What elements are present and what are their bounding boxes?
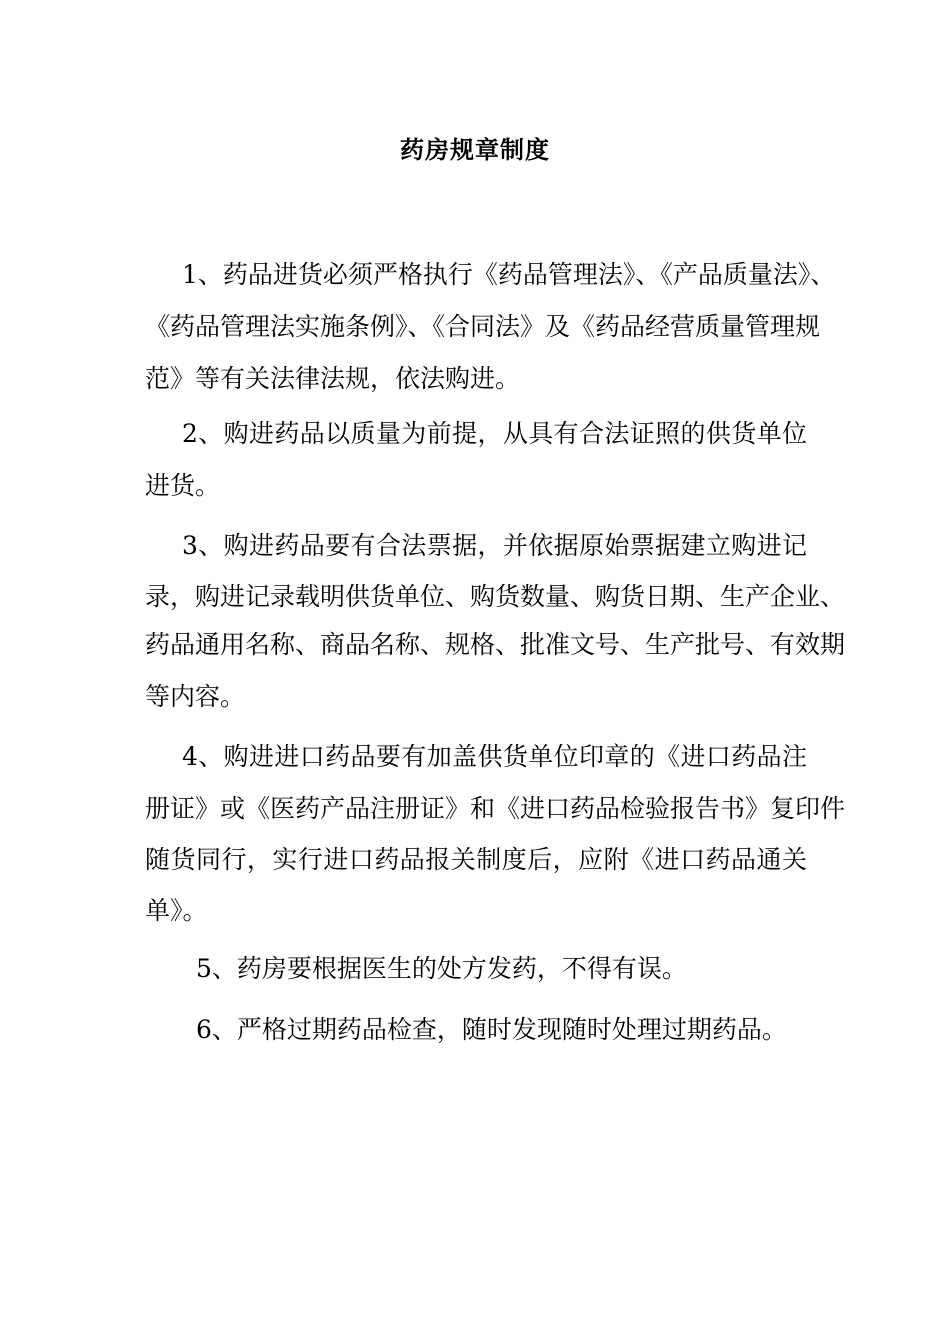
paragraph-5-line-1: 5、药房要根据医生的处方发药，不得有误。 [196, 954, 687, 983]
paragraph-4-line-2: 册证》或《医药产品注册证》和《进口药品检验报告书》复印件 [145, 794, 846, 823]
paragraph-2-line-1: 2、购进药品以质量为前提，从具有合法证照的供货单位 [182, 419, 807, 448]
paragraph-3-line-4: 等内容。 [145, 682, 246, 711]
paragraph-4-line-1: 4、购进进口药品要有加盖供货单位印章的《进口药品注 [182, 742, 807, 771]
paragraph-6-line-1: 6、严格过期药品检查，随时发现随时处理过期药品。 [196, 1015, 787, 1044]
paragraph-4-line-4: 单》。 [145, 896, 208, 925]
paragraph-3-line-2: 录，购进记录载明供货单位、购货数量、购货日期、生产企业、 [145, 582, 846, 611]
paragraph-4-line-3: 随货同行，实行进口药品报关制度后，应附《进口药品通关 [145, 845, 807, 874]
paragraph-3-line-3: 药品通用名称、商品名称、规格、批准文号、生产批号、有效期 [145, 630, 846, 659]
paragraph-3-line-1: 3、购进药品要有合法票据，并依据原始票据建立购进记 [182, 531, 807, 560]
document-title: 药房规章制度 [400, 135, 550, 164]
paragraph-1-line-1: 1、药品进货必须严格执行《药品管理法》、《产品质量法》、 [182, 260, 836, 289]
paragraph-2-line-2: 进货。 [145, 471, 221, 500]
paragraph-1-line-3: 范》等有关法律法规，依法购进。 [145, 364, 521, 393]
paragraph-1-line-2: 《药品管理法实施条例》、《合同法》及《药品经营质量管理规 [145, 312, 821, 341]
